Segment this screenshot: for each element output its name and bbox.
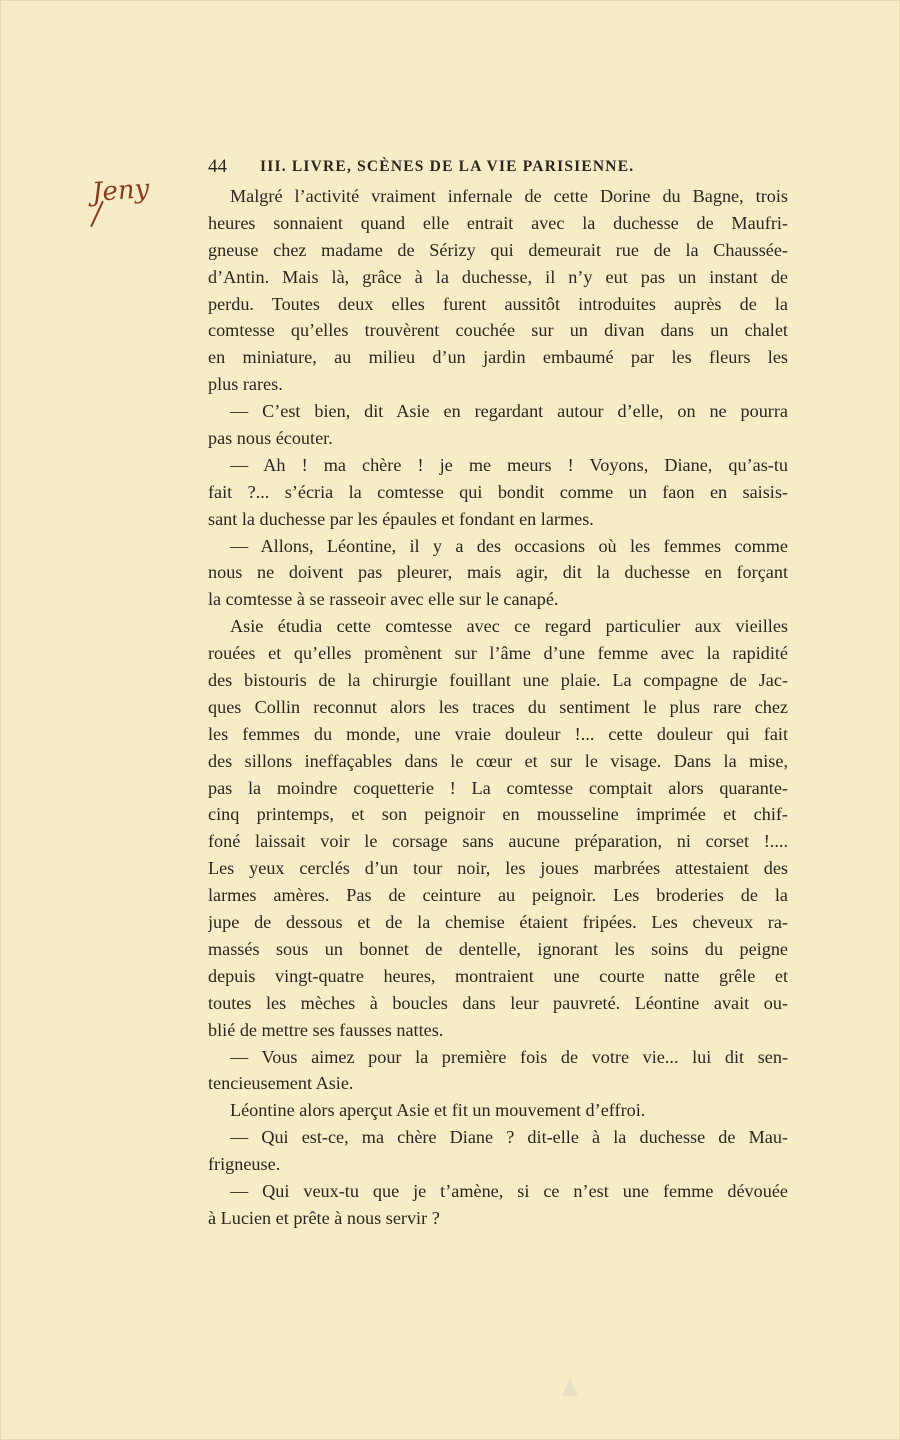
text-line: perdu. Toutes deux elles furent aussitôt introduites auprès de la [208, 293, 788, 314]
text-line: pas nous écouter. [208, 428, 333, 449]
text-line: comtesse qu’elles trouvèrent couchée sur un divan dans un chalet [208, 320, 788, 341]
text-line: massés sous un bonnet de dentelle, ignorant les soins du peigne [208, 938, 788, 959]
paragraph [208, 1178, 788, 1232]
handwritten-margin-note: Jeny [91, 174, 151, 208]
text-line: à Lucien et prête à nous servir ? [208, 1207, 440, 1228]
running-header [208, 156, 788, 180]
text-line: sant la duchesse par les épaules et fondant en larmes. [208, 508, 594, 529]
text-line: foné laissait voir le corsage sans aucune préparation, ni corset !.... [208, 831, 788, 852]
text-line: — Ah ! ma chère ! je me meurs ! Voyons, Diane, qu’as-tu [230, 454, 788, 475]
text-line: cinq printemps, et son peignoir en mousseline imprimée et chif- [208, 804, 788, 825]
library-stamp-mark [562, 1378, 578, 1396]
text-line: blié de mettre ses fausses nattes. [208, 1019, 444, 1040]
text-line: — Qui veux-tu que je t’amène, si ce n’est une femme dévouée [230, 1180, 788, 1201]
text-line: — Allons, Léontine, il y a des occasions où les femmes comme [230, 535, 788, 556]
paragraph [208, 452, 788, 533]
page-body-text [208, 183, 788, 1232]
text-line: en miniature, au milieu d’un jardin embaumé par les fleurs les [208, 347, 788, 368]
text-line: des bistouris de la chirurgie fouillant une plaie. La compagne de Jac- [208, 670, 788, 691]
text-line: ques Collin reconnut alors les traces du sentiment le plus rare chez [208, 696, 788, 717]
text-line: — Qui est-ce, ma chère Diane ? dit-elle à la duchesse de Mau- [230, 1127, 788, 1148]
text-line: larmes amères. Pas de ceinture au peignoir. Les broderies de la [208, 885, 788, 906]
text-line: nous ne doivent pas pleurer, mais agir, dit la duchesse en forçant [208, 562, 788, 583]
paragraph [208, 1044, 788, 1098]
text-line: — Vous aimez pour la première fois de votre vie... lui dit sen- [230, 1046, 788, 1067]
text-line: depuis vingt-quatre heures, montraient une courte natte grêle et [208, 965, 788, 986]
page-number: 44 [208, 156, 227, 177]
paragraph [208, 183, 788, 398]
text-line: plus rares. [208, 374, 283, 395]
paragraph [208, 398, 788, 452]
running-title: III. LIVRE, SCÈNES DE LA VIE PARISIENNE. [260, 158, 635, 175]
paragraph [208, 1124, 788, 1178]
text-line: — C’est bien, dit Asie en regardant autour d’elle, on ne pourra [230, 401, 788, 422]
text-line: la comtesse à se rasseoir avec elle sur le canapé. [208, 589, 559, 610]
text-line: toutes les mèches à boucles dans leur pauvreté. Léontine avait ou- [208, 992, 788, 1013]
paragraph [208, 1097, 788, 1124]
paragraph [208, 533, 788, 614]
text-line: des sillons ineffaçables dans le cœur et sur le visage. Dans la mise, [208, 750, 788, 771]
text-line: frigneuse. [208, 1154, 281, 1175]
text-line: Asie étudia cette comtesse avec ce regard particulier aux vieilles [230, 616, 788, 637]
text-line: fait ?... s’écria la comtesse qui bondit comme un faon en saisis- [208, 481, 788, 502]
text-line: Les yeux cerclés d’un tour noir, les joues marbrées attestaient des [208, 858, 788, 879]
text-line: rouées et qu’elles promènent sur l’âme d’une femme avec la rapidité [208, 643, 788, 664]
text-line: pas la moindre coquetterie ! La comtesse comptait alors quarante- [208, 777, 788, 798]
text-line: Léontine alors aperçut Asie et fit un mouvement d’effroi. [230, 1100, 646, 1121]
text-line: jupe de dessous et de la chemise étaient fripées. Les cheveux ra- [208, 912, 788, 933]
text-line: d’Antin. Mais là, grâce à la duchesse, il n’y eut pas un instant de [208, 266, 788, 287]
text-line: heures sonnaient quand elle entrait avec la duchesse de Maufri- [208, 212, 788, 233]
text-line: gneuse chez madame de Sérizy qui demeurait rue de la Chaussée- [208, 239, 788, 260]
text-line: tencieusement Asie. [208, 1073, 354, 1094]
paragraph [208, 613, 788, 1043]
text-line: les femmes du monde, une vraie douleur !... cette douleur qui fait [208, 723, 788, 744]
text-line: Malgré l’activité vraiment infernale de cette Dorine du Bagne, trois [230, 186, 788, 206]
